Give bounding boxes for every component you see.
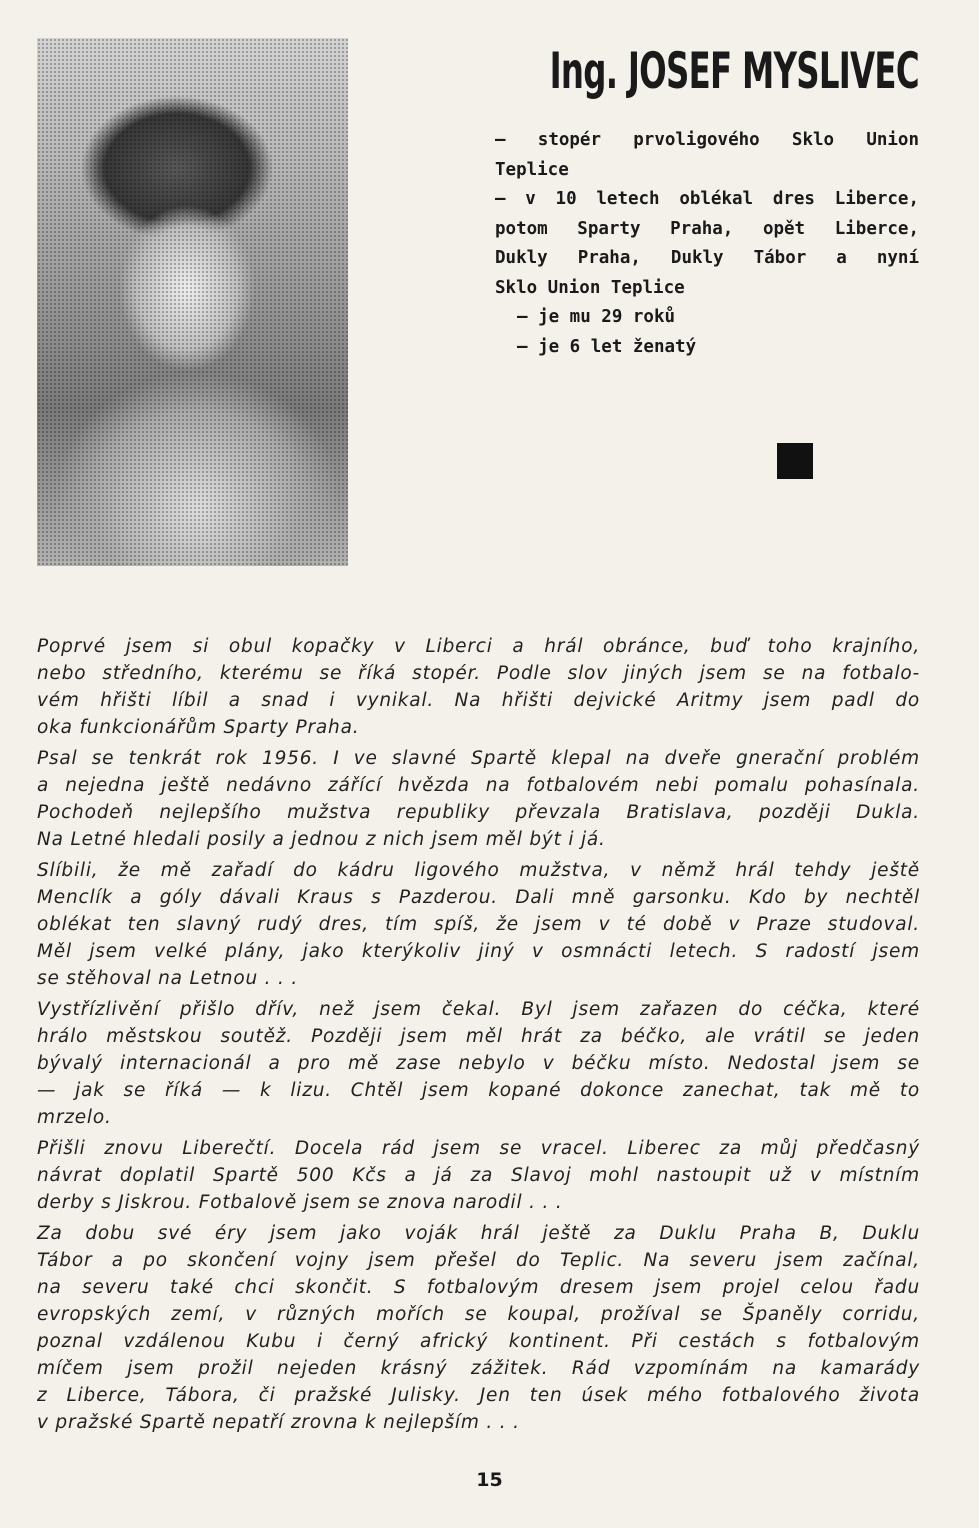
paragraph-line: Za dobu své éry jsem jako voják hrál ještě za Duklu Praha B, Duklu [37,1223,920,1244]
paragraph-line: evropských zemí, v různých mořích se koupal, prožíval se Španěly corridu, [37,1304,920,1325]
paragraph-line: Psal se tenkrát rok 1956. I ve slavné Spartě klepal na dveře gnerační problém [37,748,920,769]
paragraph-line: Slíbili, že mě zařadí do kádru ligového mužstva, v němž hrál tehdy ještě [37,860,920,881]
fact-line: Dukly Praha, Dukly Tábor a nyní [495,248,919,268]
paragraph-line: derby s Jiskrou. Fotbalově jsem se znova narodil . . . [37,1192,563,1213]
fact-line: — je mu 29 roků [517,307,676,327]
paragraph-line: nebo středního, kterému se říká stopér. Podle slov jiných jsem se na fotbalo- [37,663,920,684]
paragraph-line: Tábor a po skončení vojny jsem přešel do Teplic. Na severu jsem začínal, [37,1250,920,1271]
article-paragraph [37,1135,920,1216]
paragraph-line: se stěhoval na Letnou . . . [37,968,299,989]
fact-line: Sklo Union Teplice [495,277,685,298]
fact-line: — v 10 letech oblékal dres Liberce, [495,189,919,209]
paragraph-line: vém hřišti líbil a snad i vynikal. Na hřišti dejvické Aritmy jsem padl do [37,690,920,711]
paragraph-line: oka funkcionářům Sparty Praha. [37,717,360,738]
player-facts [495,126,919,362]
paragraph-line: Měl jsem velké plány, jako kterýkoliv jiný v osmnácti letech. S radostí jsem [37,941,920,962]
article-paragraph [37,857,920,992]
end-mark-square [777,443,813,479]
paragraph-line: Vystřízlivění přišlo dřív, než jsem čekal. Byl jsem zařazen do céčka, které [37,999,920,1020]
paragraph-line: v pražské Spartě nepatří zrovna k nejlepším . . . [37,1412,520,1433]
paragraph-line: hrálo městskou soutěž. Později jsem měl hrát za béčko, ale vrátil se jeden [37,1026,920,1047]
paragraph-line: Menclík a góly dávali Kraus s Pazderou. Dali mně garsonku. Kdo by nechtěl [37,887,920,908]
article-paragraph [37,996,920,1131]
paragraph-line: oblékat ten slavný rudý dres, tím spíš, že jsem v té době v Praze studoval. [37,914,920,935]
page-title: Ing. JOSEF MYSLIVEC [549,42,919,100]
paragraph-line: Na Letné hledali posily a jednou z nich jsem měl být i já. [37,829,606,850]
fact-line: potom Sparty Praha, opět Liberce, [495,218,919,239]
page-number: 15 [476,1469,503,1491]
paragraph-line: Poprvé jsem si obul kopačky v Liberci a hrál obránce, buď toho krajního, [37,636,920,657]
paragraph-line: — jak se říká — k lizu. Chtěl jsem kopané dokonce zanechat, tak mě to [37,1080,920,1101]
article-body [37,633,920,1440]
paragraph-line: z Liberce, Tábora, či pražské Julisky. Jen ten úsek mého fotbalového života [37,1385,920,1406]
article-paragraph [37,633,920,741]
fact-line: Teplice [495,159,569,180]
paragraph-line: návrat doplatil Spartě 500 Kčs a já za Slavoj mohl nastoupit už v místním [37,1165,920,1186]
paragraph-line: a nejedna ještě nedávno zářící hvězda na fotbalovém nebi pomalu pohasínala. [37,775,920,796]
portrait-photo [37,38,348,566]
paragraph-line: na severu také chci skončit. S fotbalovým dresem jsem projel celou řadu [37,1277,920,1298]
fact-line: — je 6 let ženatý [517,336,697,357]
paragraph-line: Přišli znovu Liberečtí. Docela rád jsem se vracel. Liberec za můj předčasný [37,1138,920,1159]
fact-line: — stopér prvoligového Sklo Union [495,130,919,150]
paragraph-line: poznal vzdálenou Kubu i černý africký kontinent. Při cestách s fotbalovým [37,1331,920,1352]
paragraph-line: Pochodeň nejlepšího mužstva republiky převzala Bratislava, později Dukla. [37,802,920,823]
article-paragraph [37,1220,920,1436]
paragraph-line: bývalý internacionál a pro mě zase nebylo v béčku místo. Nedostal jsem se [37,1053,920,1074]
article-paragraph [37,745,920,853]
paragraph-line: mrzelo. [37,1107,112,1128]
paragraph-line: míčem jsem prožil nejeden krásný zážitek. Rád vzpomínám na kamarády [37,1358,920,1379]
